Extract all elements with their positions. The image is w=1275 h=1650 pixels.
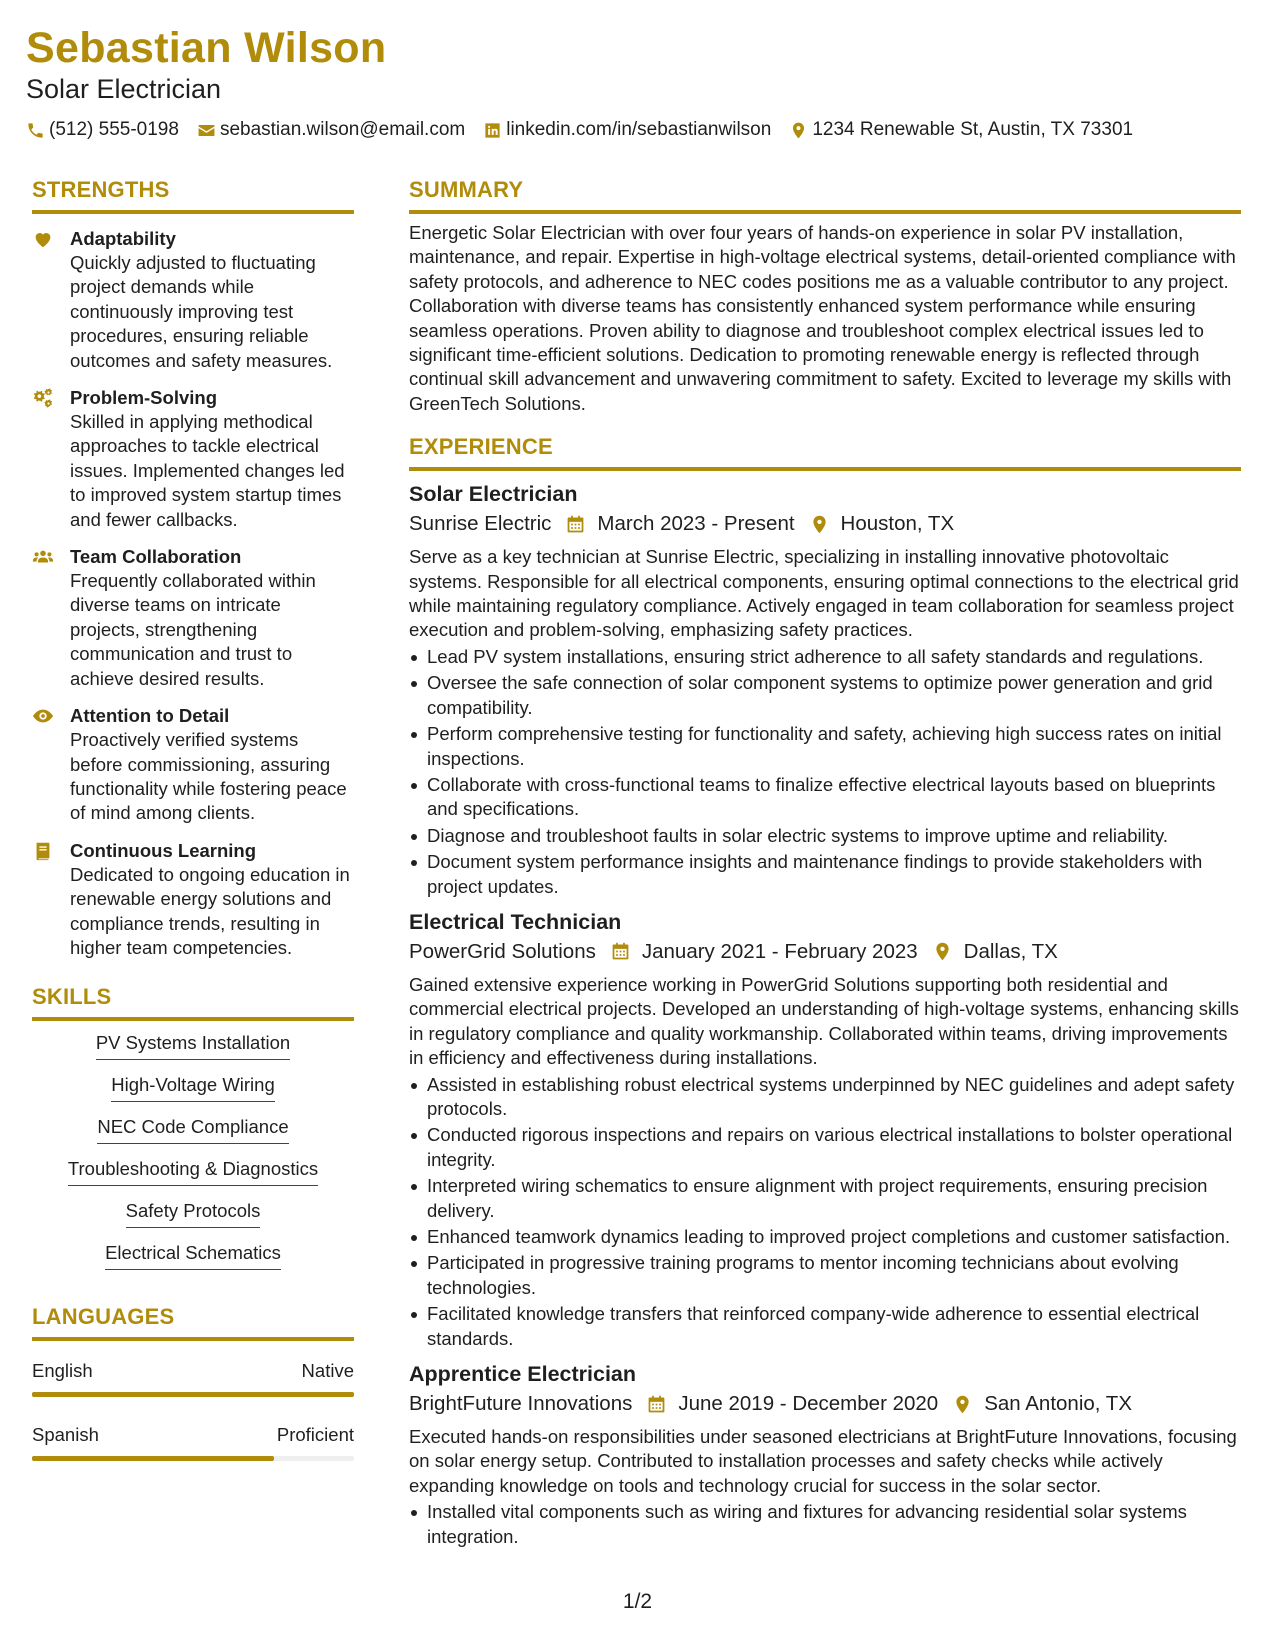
job-dates: June 2019 - December 2020 xyxy=(678,1392,939,1416)
job-bullets xyxy=(409,1500,1241,1549)
users-icon xyxy=(32,546,54,568)
email-text: sebastian.wilson@email.com xyxy=(219,119,466,140)
language-level: Native xyxy=(301,1360,354,1382)
strength-desc: Dedicated to ongoing education in renewable energy solutions and compliance trends, resulting in higher team competencies. xyxy=(70,863,350,958)
language-item xyxy=(32,1423,354,1461)
contact-phone[interactable] xyxy=(26,118,179,142)
languages-heading: LANGUAGES xyxy=(32,1302,354,1341)
strength-title: Attention to Detail xyxy=(70,705,230,727)
left-column xyxy=(32,175,354,1487)
job-location: Houston, TX xyxy=(840,512,955,536)
gears-icon xyxy=(32,387,54,409)
language-bar xyxy=(32,1392,354,1397)
contact-email[interactable] xyxy=(197,118,465,142)
resume-header xyxy=(26,22,1255,142)
page-indicator: 1/2 xyxy=(622,1590,653,1613)
job-meta xyxy=(409,509,1241,539)
skills-list xyxy=(32,1031,354,1270)
job-description: Serve as a key technician at Sunrise Electric, specializing in installing innovative photovoltaic systems. Responsible for all electrical components, ensuring optimal connections to the electrical grid while maintaining regulatory compliance. Actively engaged in team collaboration for seamless project execution and problem-solving, emphasizing safety practices. xyxy=(409,546,1239,641)
map-pin-icon xyxy=(789,121,808,140)
linkedin-text: linkedin.com/in/sebastianwilson xyxy=(506,119,772,140)
job-bullet: Lead PV system installations, ensuring strict adherence to all safety standards and regulations. xyxy=(409,645,1241,669)
job-bullet: Collaborate with cross-functional teams to finalize effective electrical layouts based on blueprints and specifications. xyxy=(409,773,1241,822)
job-entry xyxy=(409,479,1241,899)
language-item xyxy=(32,1359,354,1397)
job-dates: January 2021 - February 2023 xyxy=(641,939,918,963)
strengths-heading: STRENGTHS xyxy=(32,175,354,214)
contact-bar xyxy=(26,118,1255,142)
skill-item: Troubleshooting & Diagnostics xyxy=(68,1157,318,1186)
candidate-name: Sebastian Wilson xyxy=(26,24,387,72)
contact-linkedin[interactable] xyxy=(483,118,771,142)
job-bullet: Document system performance insights and maintenance findings to provide stakeholders with project updates. xyxy=(409,850,1241,899)
job-entry xyxy=(409,1359,1241,1549)
eye-icon xyxy=(32,705,54,727)
job-bullet: Enhanced teamwork dynamics leading to improved project completions and customer satisfaction. xyxy=(409,1225,1241,1249)
skill-item: Safety Protocols xyxy=(126,1199,261,1228)
job-meta xyxy=(409,1389,1241,1419)
strength-item xyxy=(32,226,354,373)
strength-title: Problem-Solving xyxy=(70,387,217,409)
language-bar xyxy=(32,1456,354,1461)
job-bullet: Facilitated knowledge transfers that reinforced company-wide adherence to essential electrical standards. xyxy=(409,1302,1241,1351)
job-meta xyxy=(409,937,1241,967)
job-title: Electrical Technician xyxy=(409,909,622,934)
job-bullet: Assisted in establishing robust electrical systems underpinned by NEC guidelines and adept safety protocols. xyxy=(409,1073,1241,1122)
strength-item xyxy=(32,544,354,691)
phone-icon xyxy=(26,121,45,140)
job-entry xyxy=(409,907,1241,1351)
job-bullet: Installed vital components such as wiring and fixtures for advancing residential solar systems integration. xyxy=(409,1500,1241,1549)
job-location: Dallas, TX xyxy=(963,939,1058,963)
heart-icon xyxy=(32,228,54,250)
job-bullet: Interpreted wiring schematics to ensure alignment with project requirements, ensuring precision delivery. xyxy=(409,1174,1241,1223)
job-description: Executed hands-on responsibilities under seasoned electricians at BrightFuture Innovations, focusing on solar energy setup. Contributed to installation processes and safety checks while actively expanding knowledge on tools and technology crucial for success in the solar sector. xyxy=(409,1426,1237,1496)
summary-heading: SUMMARY xyxy=(409,175,1241,214)
job-company: PowerGrid Solutions xyxy=(409,939,596,963)
language-level: Proficient xyxy=(276,1424,354,1446)
skill-item: PV Systems Installation xyxy=(96,1031,290,1060)
job-company: Sunrise Electric xyxy=(409,512,552,536)
map-pin-icon xyxy=(952,1394,973,1415)
summary-text: Energetic Solar Electrician with over four years of hands-on experience in solar PV installation, maintenance, and repair. Expertise in high-voltage electrical systems, detail-oriented compliance with safety protocols, and adherence to NEC codes positions me as a valuable contributor to any project. Collaboration with diverse teams has consistently enhanced system performance while ensuring seamless operations. Proven ability to diagnose and troubleshoot complex electrical issues led to significant time-efficient solutions. Dedication to promoting renewable energy is reflected through continual skill advancement and unwavering commitment to safety. Excited to leverage my skills with GreenTech Solutions. xyxy=(409,222,1236,414)
skill-item: High-Voltage Wiring xyxy=(111,1073,275,1102)
job-bullets xyxy=(409,645,1241,899)
skills-heading: SKILLS xyxy=(32,982,354,1021)
strength-desc: Quickly adjusted to fluctuating project demands while continuously improving test procedures, ensuring reliable outcomes and safety measures. xyxy=(70,252,333,371)
calendar-icon xyxy=(646,1394,667,1415)
linkedin-icon xyxy=(483,121,502,140)
strength-title: Continuous Learning xyxy=(70,839,257,861)
job-company: BrightFuture Innovations xyxy=(409,1392,633,1416)
strength-desc: Proactively verified systems before commissioning, assuring functionality while fostering peace of mind among clients. xyxy=(70,729,347,824)
contact-address xyxy=(789,118,1133,142)
job-location: San Antonio, TX xyxy=(984,1392,1132,1416)
right-column xyxy=(409,175,1241,1551)
candidate-title: Solar Electrician xyxy=(26,74,222,104)
job-bullet: Diagnose and troubleshoot faults in solar electric systems to improve uptime and reliability. xyxy=(409,824,1241,848)
skill-item: Electrical Schematics xyxy=(105,1241,281,1270)
calendar-icon xyxy=(565,514,586,535)
language-bar-fill xyxy=(32,1456,274,1461)
calendar-icon xyxy=(610,941,631,962)
job-bullet: Oversee the safe connection of solar component systems to optimize power generation and grid compatibility. xyxy=(409,671,1241,720)
strength-desc: Frequently collaborated within diverse teams on intricate projects, strengthening communication and trust to achieve desired results. xyxy=(70,570,316,689)
strength-title: Team Collaboration xyxy=(70,546,242,568)
experience-heading: EXPERIENCE xyxy=(409,432,1241,471)
job-bullet: Participated in progressive training programs to mentor incoming technicians about evolving technologies. xyxy=(409,1251,1241,1300)
strength-item xyxy=(32,385,354,532)
strength-desc: Skilled in applying methodical approaches to tackle electrical issues. Implemented changes led to improved system startup times and fewer callbacks. xyxy=(70,411,345,530)
strength-title: Adaptability xyxy=(70,228,176,249)
strength-item xyxy=(32,838,354,961)
phone-text: (512) 555-0198 xyxy=(49,119,179,140)
job-bullet: Conducted rigorous inspections and repairs on various electrical installations to bolster operational integrity. xyxy=(409,1123,1241,1172)
address-text: 1234 Renewable St, Austin, TX 73301 xyxy=(812,119,1134,140)
language-name: Spanish xyxy=(32,1424,99,1446)
job-bullets xyxy=(409,1073,1241,1351)
languages-list xyxy=(32,1359,354,1461)
job-title: Apprentice Electrician xyxy=(409,1362,637,1387)
map-pin-icon xyxy=(809,514,830,535)
job-bullet: Perform comprehensive testing for functionality and safety, achieving high success rates on initial inspections. xyxy=(409,722,1241,771)
language-bar-fill xyxy=(32,1392,354,1397)
strength-item xyxy=(32,703,354,826)
map-pin-icon xyxy=(932,941,953,962)
job-dates: March 2023 - Present xyxy=(597,512,795,536)
job-title: Solar Electrician xyxy=(409,482,578,507)
skill-item: NEC Code Compliance xyxy=(97,1115,288,1144)
job-description: Gained extensive experience working in PowerGrid Solutions supporting both residential and commercial electrical projects. Developed an understanding of high-voltage systems, enhancing skills in regulatory compliance and quality workmanship. Collaborated within teams, driving improvements in efficiency and effectiveness during installations. xyxy=(409,973,1239,1069)
language-name: English xyxy=(32,1360,93,1382)
book-icon xyxy=(32,840,54,862)
envelope-icon xyxy=(197,121,216,140)
